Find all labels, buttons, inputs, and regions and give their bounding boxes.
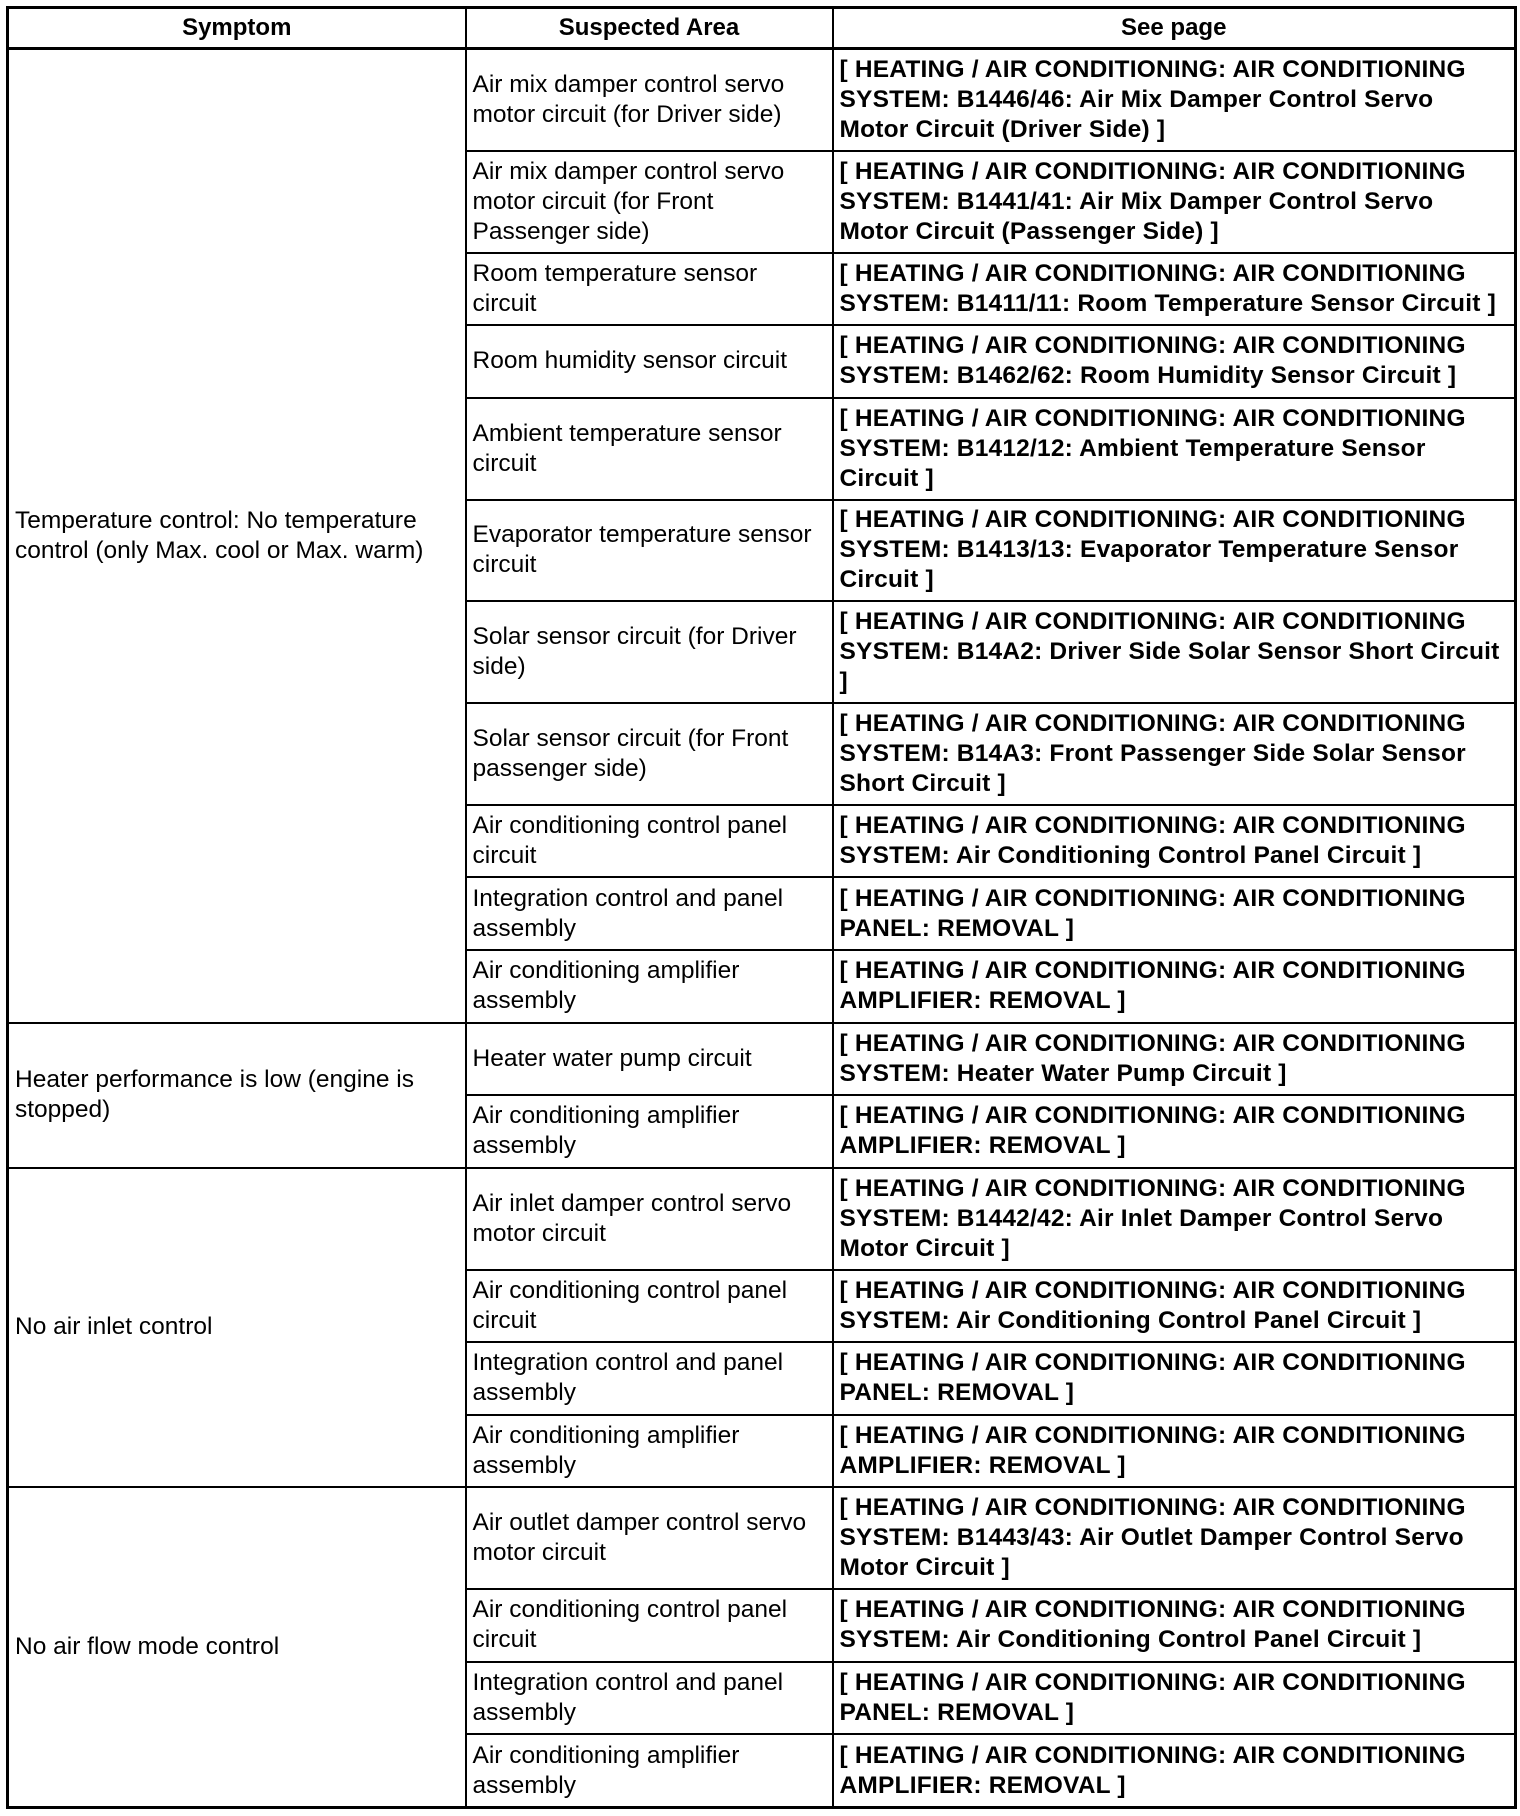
suspected-area-cell: Air conditioning amplifier assembly xyxy=(466,1415,833,1488)
suspected-area-cell: Heater water pump circuit xyxy=(466,1023,833,1096)
suspected-area-cell: Ambient temperature sensor circuit xyxy=(466,398,833,500)
symptom-cell: Temperature control: No temperature control (only Max. cool or Max. warm) xyxy=(8,49,466,1023)
see-page-link[interactable]: [ HEATING / AIR CONDITIONING: AIR CONDITIONING SYSTEM: Heater Water Pump Circuit ] xyxy=(833,1023,1516,1096)
suspected-area-cell: Air conditioning amplifier assembly xyxy=(466,1095,833,1168)
suspected-area-cell: Air conditioning amplifier assembly xyxy=(466,1734,833,1807)
see-page-link[interactable]: [ HEATING / AIR CONDITIONING: AIR CONDITIONING SYSTEM: Air Conditioning Control Panel Circuit ] xyxy=(833,1270,1516,1343)
see-page-link[interactable]: [ HEATING / AIR CONDITIONING: AIR CONDITIONING SYSTEM: B1446/46: Air Mix Damper Control Servo Motor Circuit (Driver Side) ] xyxy=(833,49,1516,151)
suspected-area-cell: Integration control and panel assembly xyxy=(466,877,833,950)
header-see-page: See page xyxy=(833,8,1516,49)
see-page-link[interactable]: [ HEATING / AIR CONDITIONING: AIR CONDITIONING SYSTEM: B14A2: Driver Side Solar Sensor Short Circuit ] xyxy=(833,601,1516,703)
see-page-link[interactable]: [ HEATING / AIR CONDITIONING: AIR CONDITIONING SYSTEM: Air Conditioning Control Panel Circuit ] xyxy=(833,805,1516,878)
suspected-area-cell: Air conditioning control panel circuit xyxy=(466,1589,833,1662)
see-page-link[interactable]: [ HEATING / AIR CONDITIONING: AIR CONDITIONING PANEL: REMOVAL ] xyxy=(833,877,1516,950)
see-page-link[interactable]: [ HEATING / AIR CONDITIONING: AIR CONDITIONING AMPLIFIER: REMOVAL ] xyxy=(833,1734,1516,1807)
suspected-area-cell: Room humidity sensor circuit xyxy=(466,325,833,398)
table-row xyxy=(8,49,1516,151)
suspected-area-cell: Air conditioning control panel circuit xyxy=(466,1270,833,1343)
symptom-cell: Heater performance is low (engine is stopped) xyxy=(8,1023,466,1168)
see-page-link[interactable]: [ HEATING / AIR CONDITIONING: AIR CONDITIONING SYSTEM: B1412/12: Ambient Temperature Sensor Circuit ] xyxy=(833,398,1516,500)
suspected-area-cell: Room temperature sensor circuit xyxy=(466,253,833,326)
see-page-link[interactable]: [ HEATING / AIR CONDITIONING: AIR CONDITIONING SYSTEM: B1413/13: Evaporator Temperature Sensor Circuit ] xyxy=(833,500,1516,602)
table-row xyxy=(8,1023,1516,1096)
suspected-area-cell: Evaporator temperature sensor circuit xyxy=(466,500,833,602)
suspected-area-cell: Air outlet damper control servo motor circuit xyxy=(466,1487,833,1589)
table-row xyxy=(8,1168,1516,1270)
header-symptom: Symptom xyxy=(8,8,466,49)
suspected-area-cell: Air mix damper control servo motor circuit (for Driver side) xyxy=(466,49,833,151)
see-page-link[interactable]: [ HEATING / AIR CONDITIONING: AIR CONDITIONING SYSTEM: B1411/11: Room Temperature Sensor Circuit ] xyxy=(833,253,1516,326)
suspected-area-cell: Integration control and panel assembly xyxy=(466,1342,833,1415)
see-page-link[interactable]: [ HEATING / AIR CONDITIONING: AIR CONDITIONING PANEL: REMOVAL ] xyxy=(833,1342,1516,1415)
table-row xyxy=(8,1487,1516,1589)
diagnosis-table xyxy=(6,6,1517,1809)
suspected-area-cell: Solar sensor circuit (for Front passenger side) xyxy=(466,703,833,805)
symptom-cell: No air inlet control xyxy=(8,1168,466,1487)
see-page-link[interactable]: [ HEATING / AIR CONDITIONING: AIR CONDITIONING AMPLIFIER: REMOVAL ] xyxy=(833,1095,1516,1168)
see-page-link[interactable]: [ HEATING / AIR CONDITIONING: AIR CONDITIONING SYSTEM: B1462/62: Room Humidity Sensor Circuit ] xyxy=(833,325,1516,398)
see-page-link[interactable]: [ HEATING / AIR CONDITIONING: AIR CONDITIONING SYSTEM: Air Conditioning Control Panel Circuit ] xyxy=(833,1589,1516,1662)
symptom-cell: No air flow mode control xyxy=(8,1487,466,1807)
see-page-link[interactable]: [ HEATING / AIR CONDITIONING: AIR CONDITIONING AMPLIFIER: REMOVAL ] xyxy=(833,950,1516,1023)
suspected-area-cell: Air mix damper control servo motor circuit (for Front Passenger side) xyxy=(466,151,833,253)
see-page-link[interactable]: [ HEATING / AIR CONDITIONING: AIR CONDITIONING SYSTEM: B1442/42: Air Inlet Damper Control Servo Motor Circuit ] xyxy=(833,1168,1516,1270)
header-row xyxy=(8,8,1516,49)
see-page-link[interactable]: [ HEATING / AIR CONDITIONING: AIR CONDITIONING SYSTEM: B1441/41: Air Mix Damper Control Servo Motor Circuit (Passenger Side) ] xyxy=(833,151,1516,253)
suspected-area-cell: Integration control and panel assembly xyxy=(466,1662,833,1735)
see-page-link[interactable]: [ HEATING / AIR CONDITIONING: AIR CONDITIONING PANEL: REMOVAL ] xyxy=(833,1662,1516,1735)
see-page-link[interactable]: [ HEATING / AIR CONDITIONING: AIR CONDITIONING SYSTEM: B14A3: Front Passenger Side Solar Sensor Short Circuit ] xyxy=(833,703,1516,805)
see-page-link[interactable]: [ HEATING / AIR CONDITIONING: AIR CONDITIONING AMPLIFIER: REMOVAL ] xyxy=(833,1415,1516,1488)
suspected-area-cell: Solar sensor circuit (for Driver side) xyxy=(466,601,833,703)
suspected-area-cell: Air conditioning amplifier assembly xyxy=(466,950,833,1023)
see-page-link[interactable]: [ HEATING / AIR CONDITIONING: AIR CONDITIONING SYSTEM: B1443/43: Air Outlet Damper Control Servo Motor Circuit ] xyxy=(833,1487,1516,1589)
header-suspected-area: Suspected Area xyxy=(466,8,833,49)
suspected-area-cell: Air inlet damper control servo motor circuit xyxy=(466,1168,833,1270)
suspected-area-cell: Air conditioning control panel circuit xyxy=(466,805,833,878)
